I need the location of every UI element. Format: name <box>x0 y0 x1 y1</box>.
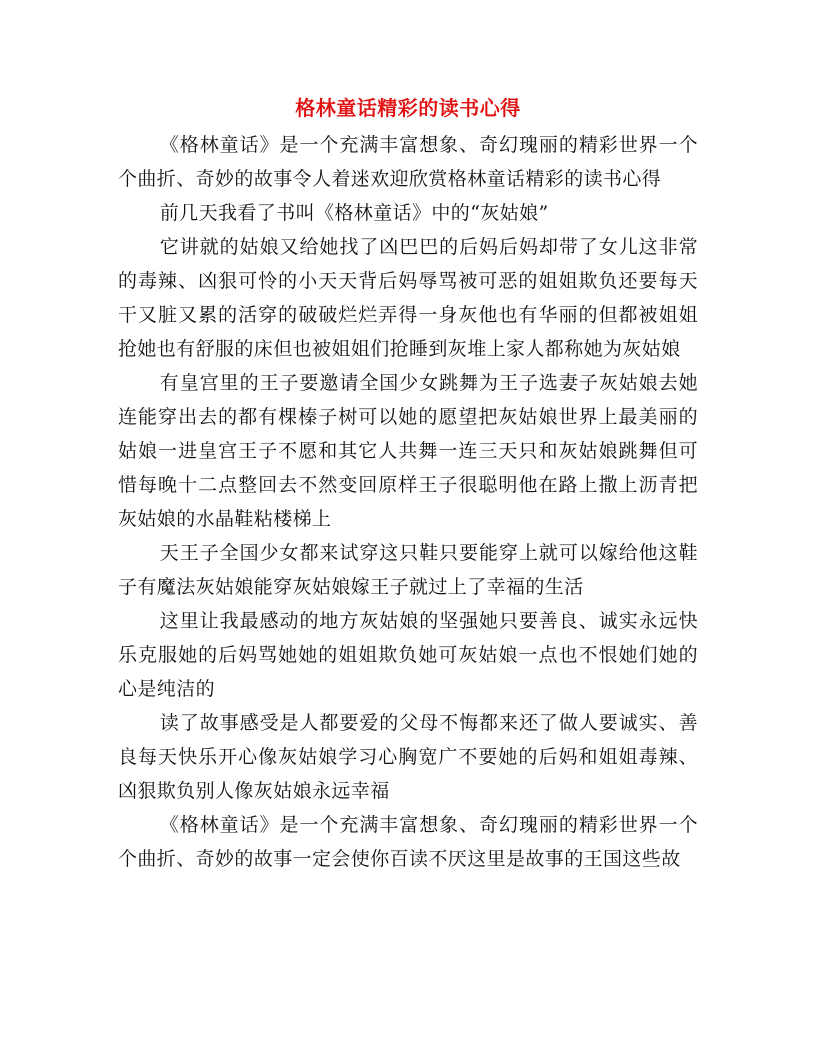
paragraph-2: 前几天我看了书叫《格林童话》中的“灰姑娘” <box>159 202 549 224</box>
paragraph-8: 《格林童话》是一个充满丰富想象、奇幻瑰丽的精彩世界一个个曲折、奇妙的故事一定会使你百读不厌这里是故事的王国这些故 <box>118 814 698 870</box>
paragraph-5: 天王子全国少女都来试穿这只鞋只要能穿上就可以嫁给他这鞋子有魔法灰姑娘能穿灰姑娘嫁王子就过上了幸福的生活 <box>118 542 698 598</box>
paragraph-7: 读了故事感受是人都要爱的父母不悔都来还了做人要诚实、善良每天快乐开心像灰姑娘学习心胸宽广不要她的后妈和姐姐毒辣、凶狠欺负别人像灰姑娘永远幸福 <box>118 712 698 802</box>
document-page <box>118 88 698 876</box>
paragraph-6: 这里让我最感动的地方灰姑娘的坚强她只要善良、诚实永远快乐克服她的后妈骂她她的姐姐欺负她可灰姑娘一点也不恨她们她的心是纯洁的 <box>118 610 698 700</box>
paragraph-3: 它讲就的姑娘又给她找了凶巴巴的后妈后妈却带了女儿这非常的毒辣、凶狠可怜的小天天背后妈辱骂被可恶的姐姐欺负还要每天干又脏又累的活穿的破破烂烂弄得一身灰他也有华丽的但都被姐姐抢她也有舒服的床但也被姐姐们抢睡到灰堆上家人都称她为灰姑娘 <box>118 236 698 360</box>
paragraph-4: 有皇宫里的王子要邀请全国少女跳舞为王子选妻子灰姑娘去她连能穿出去的都有棵榛子树可以她的愿望把灰姑娘世界上最美丽的姑娘一进皇宫王子不愿和其它人共舞一连三天只和灰姑娘跳舞但可惜每晚十二点整回去不然变回原样王子很聪明他在路上撒上沥青把灰姑娘的水晶鞋粘楼梯上 <box>118 372 698 530</box>
document-title: 格林童话精彩的读书心得 <box>295 96 521 120</box>
paragraph-1: 《格林童话》是一个充满丰富想象、奇幻瑰丽的精彩世界一个个曲折、奇妙的故事令人着迷欢迎欣赏格林童话精彩的读书心得 <box>118 134 698 190</box>
